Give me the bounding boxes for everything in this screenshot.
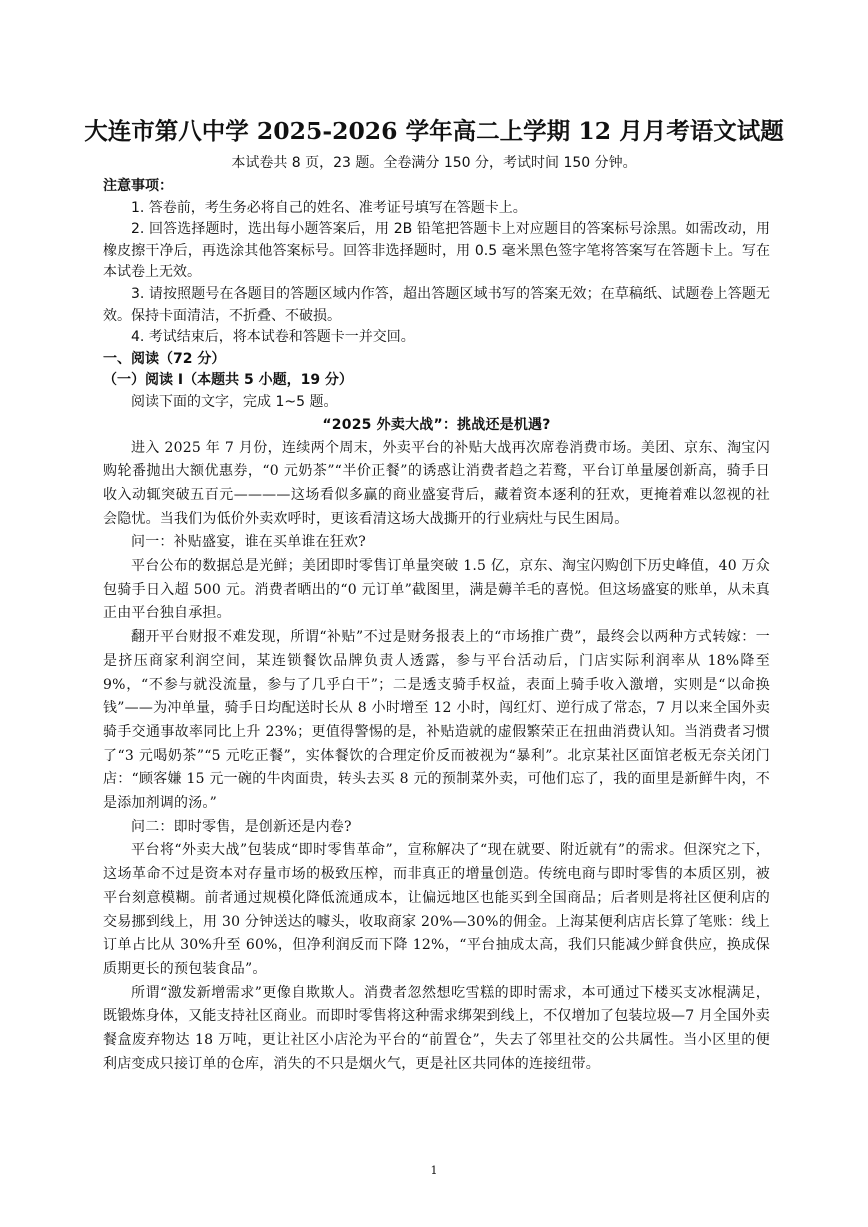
article-paragraph: 进入 2025 年 7 月份，连续两个周末，外卖平台的补贴大战再次席卷消费市场。美团、京东、淘宝闪购轮番抛出大额优惠券，“0 元奶茶”“半价正餐”的诱惑让消费者趋之若鹜，平台订单量屡创新高，骑手日收入动辄突破五百元————这场看似多赢的商业盛宴背后，藏着资本逐利的狂欢，更掩着难以忽视的社会隐忧。当我们为低价外卖欢呼时，更该看清这场大战撕开的行业病灶与民生困局。 bbox=[103, 439, 770, 527]
article-paragraph: 所谓“激发新增需求”更像自欺欺人。消费者忽然想吃雪糕的即时需求，本可通过下楼买支冰棍满足，既锻炼身体，又能支持社区商业。而即时零售将这种需求绑架到线上，不仅增加了包装垃圾—7 月全国外卖餐盒废弃物达 18 万吨，更让社区小店沦为平台的“前置仓”，失去了邻里社交的公共属性。当小区里的便利店变成只接订单的仓库，消失的不只是烟火气，更是社区共同体的连接纽带。 bbox=[103, 984, 770, 1072]
notes-heading: 注意事项： bbox=[103, 178, 173, 194]
article-paragraph: 翻开平台财报不难发现，所谓“补贴”不过是财务报表上的“市场推广费”，最终会以两种方式转嫁：一是挤压商家利润空间，某连锁餐饮品牌负责人透露，参与平台活动后，门店实际利润率从 18%降至 9%，“不参与就没流量，参与了几乎白干”；二是透支骑手权益，表面上骑手收入激增，实则是“以命换钱”——为冲单量，骑手日均配送时长从 8 小时增至 12 小时，闯红灯、逆行成了常态，7 月以来全国外卖骑手交通事故率同比上升 23%；更值得警惕的是，补贴造就的虚假繁荣正在扭曲消费认知。当消费者习惯了“3 元喝奶茶”“5 元吃正餐”，实体餐饮的合理定价反而被视为“暴利”。北京某社区面馆老板无奈关闭门店：“顾客嫌 15 元一碗的牛肉面贵，转头去买 8 元的预制菜外卖，可他们忘了，我的面里是新鲜牛肉，不是添加剂调的汤。” bbox=[103, 629, 770, 812]
article-paragraph: 平台将“外卖大战”包装成“即时零售革命”，宣称解决了“现在就要、附近就有”的需求。但深究之下，这场革命不过是资本对存量市场的极致压榨，而非真正的增量创造。传统电商与即时零售的本质区别，被平台刻意模糊。前者通过规模化降低流通成本，让偏远地区也能买到全国商品；后者则是将社区便利店的交易挪到线上，用 30 分钟送达的噱头，收取商家 20%—30%的佣金。上海某便利店店长算了笔账：线上订单占比从 30%升至 60%，但净利润反而下降 12%，“平台抽成太高，我们只能减少鲜食供应，换成保质期更长的预包装食品”。 bbox=[103, 842, 770, 977]
article bbox=[103, 414, 770, 1077]
article-title: “2025 外卖大战”：挑战还是机遇? bbox=[322, 416, 551, 433]
article-question-heading: 问一：补贴盛宴，谁在买单谁在狂欢? bbox=[131, 534, 366, 551]
reading-instruction: 阅读下面的文字，完成 1~5 题。 bbox=[131, 393, 338, 410]
exam-title: 大连市第八中学 2025-2026 学年高二上学期 12 月月考语文试题 bbox=[84, 117, 784, 145]
section-sub-heading bbox=[103, 370, 770, 392]
note-item-1: 1. 答卷前，考生务必将自己的姓名、准考证号填写在答题卡上。 bbox=[131, 199, 527, 216]
article-paragraph: 平台公布的数据总是光鲜；美团即时零售订单量突破 1.5 亿，京东、淘宝闪购创下历史峰值，40 万众包骑手日入超 500 元。消费者晒出的“0 元订单”截图里，满是薅羊毛的喜悦。但这场盛宴的账单，从未真正由平台独自承担。 bbox=[103, 558, 770, 622]
sub-heading-text: （一）阅读 I（本题共 5 小题，19 分） bbox=[103, 372, 353, 389]
exam-subtitle: 本试卷共 8 页，23 题。全卷满分 150 分，考试时间 150 分钟。 bbox=[231, 155, 637, 171]
section-heading: 一、阅读（72 分） bbox=[103, 350, 226, 367]
note-item-3: 3. 请按照题号在各题目的答题区域内作答，超出答题区域书写的答案无效；在草稿纸、试题卷上答题无效。保持卡面清洁，不折叠、不破损。 bbox=[103, 285, 770, 324]
article-question-heading: 问二：即时零售，是创新还是内卷? bbox=[131, 818, 352, 835]
note-item-4: 4. 考试结束后，将本试卷和答题卡一并交回。 bbox=[131, 329, 415, 346]
note-item-2: 2. 回答选择题时，选出每小题答案后，用 2B 铅笔把答题卡上对应题目的答案标号涂黑。如需改动，用橡皮擦干净后，再选涂其他答案标号。回答非选择题时，用 0.5 毫米黑色签字笔将答案写在答题卡上。写在本试卷上无效。 bbox=[103, 221, 770, 281]
exam-body bbox=[103, 176, 770, 1077]
page-number: 1 bbox=[430, 1164, 438, 1177]
